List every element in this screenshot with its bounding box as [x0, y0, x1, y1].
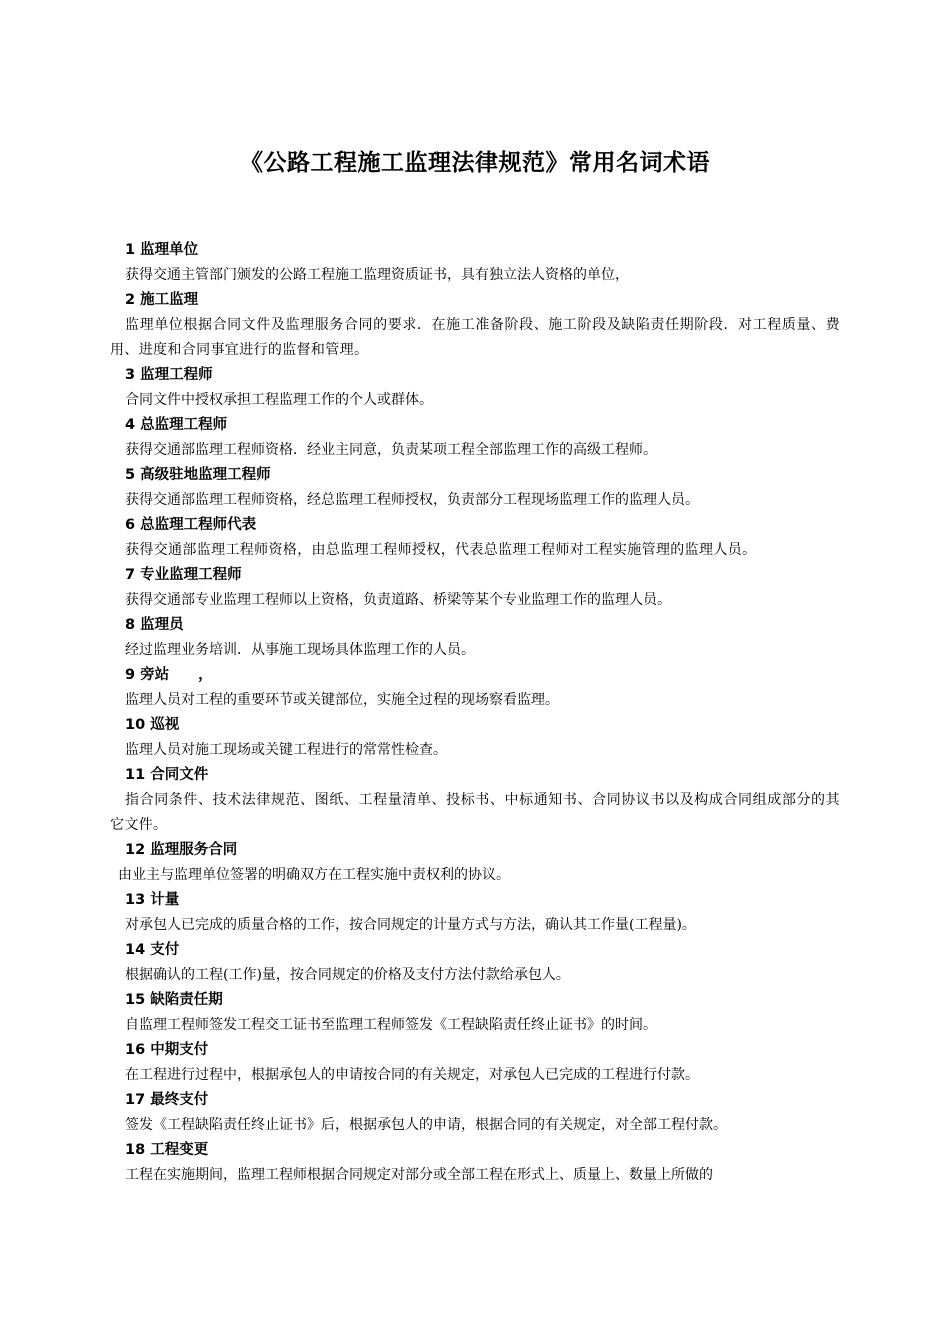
term-item [110, 1138, 840, 1188]
document-title: 《公路工程施工监理法律规范》常用名词术语 [240, 150, 710, 176]
term-definition: 根据确认的工程(工作)量，按合同规定的价格及支付方法付款给承包人。 [125, 967, 570, 983]
term-item [110, 513, 840, 563]
term-definition: 获得交通部监理工程师资格，经总监理工程师授权，负责部分工程现场监理工作的监理人员。 [125, 492, 699, 508]
term-item [110, 888, 840, 938]
term-definition: 经过监理业务培训．从事施工现场具体监理工作的人员。 [125, 642, 475, 658]
term-heading: 17 最终支付 [125, 1092, 209, 1108]
term-item [110, 613, 840, 663]
term-item [110, 363, 840, 413]
term-item [110, 413, 840, 463]
term-heading: 11 合同文件 [125, 767, 209, 783]
term-item [110, 713, 840, 763]
term-heading: 16 中期支付 [125, 1042, 209, 1058]
terms-list [110, 238, 840, 1188]
term-item [110, 1088, 840, 1138]
term-item [110, 563, 840, 613]
term-heading: 1 监理单位 [125, 242, 199, 258]
term-definition: 获得交通部监理工程师资格，由总监理工程师授权，代表总监理工程师对工程实施管理的监理人员。 [125, 542, 757, 558]
term-heading: 15 缺陷责任期 [125, 992, 223, 1008]
term-definition: 在工程进行过程中，根据承包人的申请按合同的有关规定，对承包人已完成的工程进行付款。 [125, 1067, 699, 1083]
term-definition: 监理单位根据合同文件及监理服务合同的要求．在施工准备阶段、施工阶段及缺陷责任期阶段．对工程质量、费用、进度和合同事宜进行的监督和管理。 [110, 317, 840, 358]
term-heading: 14 支付 [125, 942, 180, 958]
term-heading: 10 巡视 [125, 717, 180, 733]
term-definition: 获得交通部监理工程师资格．经业主同意，负责某项工程全部监理工作的高级工程师。 [125, 442, 657, 458]
term-item [110, 1038, 840, 1088]
term-item [110, 763, 840, 838]
term-item [110, 238, 840, 288]
term-item [110, 663, 840, 713]
term-heading: 5 高级驻地监理工程师 [125, 467, 271, 483]
term-heading: 13 计量 [125, 892, 180, 908]
term-heading: 7 专业监理工程师 [125, 567, 242, 583]
term-definition: 获得交通部专业监理工程师以上资格，负责道路、桥梁等某个专业监理工作的监理人员。 [125, 592, 671, 608]
term-definition: 获得交通主管部门颁发的公路工程施工监理资质证书，具有独立法人资格的单位， [125, 267, 629, 283]
term-definition: 监理人员对施工现场或关键工程进行的常常性检查。 [125, 742, 447, 758]
term-heading: 18 工程变更 [125, 1142, 209, 1158]
term-heading: 2 施工监理 [125, 292, 199, 308]
term-heading: 3 监理工程师 [125, 367, 213, 383]
term-definition: 由业主与监理单位签署的明确双方在工程实施中责权利的协议。 [118, 867, 510, 883]
term-heading: 12 监理服务合同 [125, 842, 238, 858]
term-definition: 合同文件中授权承担工程监理工作的个人或群体。 [125, 392, 433, 408]
term-heading: 4 总监理工程师 [125, 417, 228, 433]
term-definition: 签发《工程缺陷责任终止证书》后，根据承包人的申请，根据合同的有关规定，对全部工程付款。 [125, 1117, 727, 1133]
term-heading: 9 旁站 ， [125, 667, 213, 683]
term-definition: 对承包人已完成的质量合格的工作，按合同规定的计量方式与方法，确认其工作量(工程量)。 [125, 917, 696, 933]
term-item [110, 988, 840, 1038]
term-definition: 指合同条件、技术法律规范、图纸、工程量清单、投标书、中标通知书、合同协议书以及构成合同组成部分的其它文件。 [110, 792, 840, 833]
term-item [110, 463, 840, 513]
term-definition: 工程在实施期间，监理工程师根据合同规定对部分或全部工程在形式上、质量上、数量上所做的 [125, 1167, 713, 1183]
term-heading: 8 监理员 [125, 617, 184, 633]
term-item [110, 938, 840, 988]
term-definition: 监理人员对工程的重要环节或关键部位，实施全过程的现场察看监理。 [125, 692, 559, 708]
term-item [110, 288, 840, 363]
term-definition: 自监理工程师签发工程交工证书至监理工程师签发《工程缺陷责任终止证书》的时间。 [125, 1017, 657, 1033]
term-heading: 6 总监理工程师代表 [125, 517, 257, 533]
term-item [110, 838, 840, 888]
